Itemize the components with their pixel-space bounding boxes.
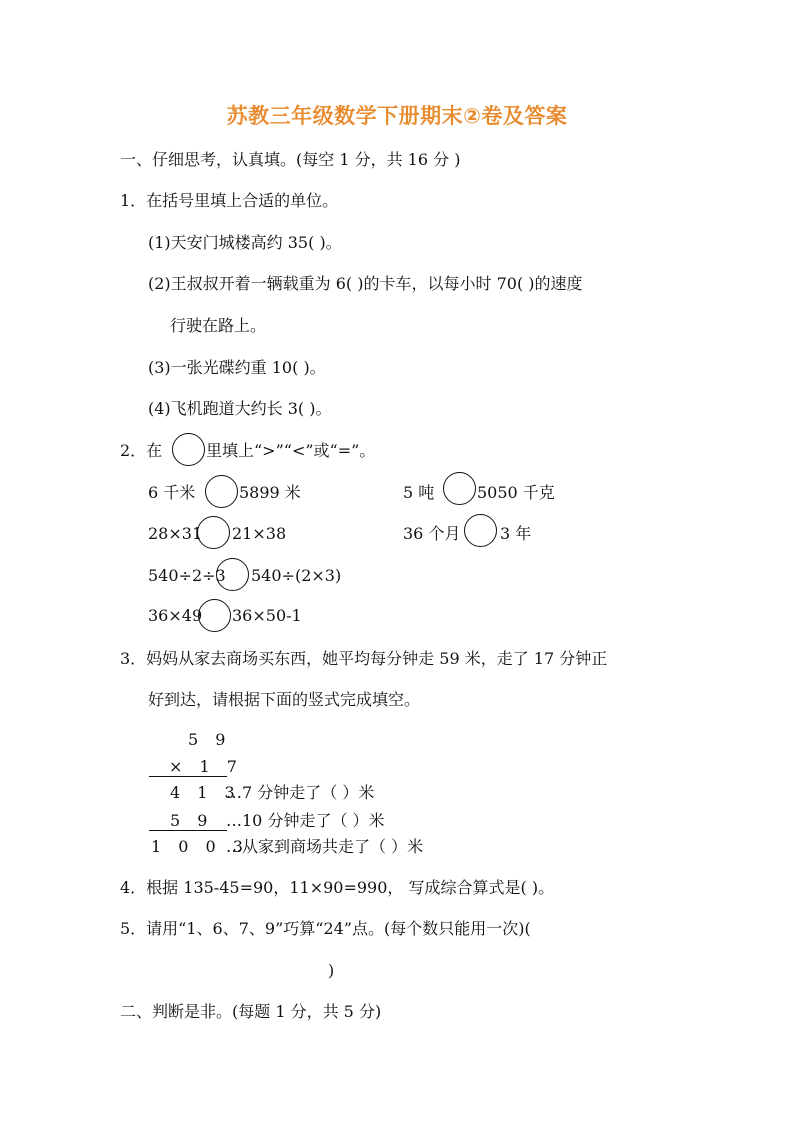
q2-r2-left-a: 28×31 [148,524,203,543]
q2-r1-right-b: 5050 千克 [477,483,555,502]
q2-stem-prefix: 2．在 [120,441,163,460]
vertical-calc-row4: 5 9 [170,811,214,830]
vertical-calc-row4-note: …10 分钟走了（ ）米 [226,811,385,830]
q2-r2-right-circle[interactable] [464,514,497,547]
q2-r3-circle[interactable] [216,558,249,591]
vertical-calc-row5-note: …从家到商场共走了（ ）米 [226,837,424,856]
q2-r1-right-a: 5 吨 [403,483,435,502]
vertical-calc-row3-note: …7 分钟走了（ ）米 [226,783,375,802]
q2-r1-right-circle[interactable] [443,472,476,505]
q2-r4-circle[interactable] [198,599,231,632]
q2-r2-right-a: 36 个月 [403,524,461,543]
q1-part1: (1)天安门城楼高约 35( )。 [148,233,342,252]
q1-part2-line1: (2)王叔叔开着一辆载重为 6( )的卡车，以每小时 70( )的速度 [148,274,583,293]
q2-stem-suffix: 里填上“>”“<”或“=”。 [206,441,376,460]
section2-heading: 二、判断是非。(每题 1 分，共 5 分) [120,1002,382,1021]
q5-line1: 5．请用“1、6、7、9”巧算“24”点。(每个数只能用一次)( [120,919,531,938]
q5-line2: ) [328,961,335,980]
q3-line1: 3．妈妈从家去商场买东西，她平均每分钟走 59 米，走了 17 分钟正 [120,649,608,668]
vertical-calc-line1 [149,776,227,777]
q4: 4．根据 135-45=90，11×90=990， 写成综合算式是( )。 [120,878,555,897]
q2-r4-b: 36×50-1 [232,606,302,625]
q2-r4-a: 36×49 [148,606,203,625]
q3-line2: 好到达，请根据下面的竖式完成填空。 [148,690,421,709]
q2-stem-circle [172,433,205,466]
q2-r1-left-a: 6 千米 [148,483,196,502]
section1-heading: 一、仔细思考，认真填。(每空 1 分，共 16 分 ) [120,150,461,169]
vertical-calc-row5: 1 0 0 3 [151,837,249,856]
q2-r3-b: 540÷(2×3) [251,566,342,585]
q2-r3-a: 540÷2÷3 [148,566,226,585]
q1-part3: (3)一张光碟约重 10( )。 [148,358,326,377]
q2-r1-left-circle[interactable] [205,475,238,508]
q1-part2-line2: 行驶在路上。 [170,316,267,335]
q2-r2-right-b: 3 年 [500,524,532,543]
vertical-calc-line2 [149,830,227,831]
vertical-calc-row2: × 1 7 [169,757,243,776]
q2-r2-left-circle[interactable] [197,516,230,549]
vertical-calc-row3: 4 1 3 [170,783,241,802]
q2-r1-left-b: 5899 米 [239,483,301,502]
q2-r2-left-b: 21×38 [232,524,287,543]
q1-stem: 1．在括号里填上合适的单位。 [120,191,339,210]
vertical-calc-row1: 5 9 [188,730,232,749]
page-title: 苏教三年级数学下册期末②卷及答案 [226,104,568,128]
q1-part4: (4)飞机跑道大约长 3( )。 [148,399,332,418]
